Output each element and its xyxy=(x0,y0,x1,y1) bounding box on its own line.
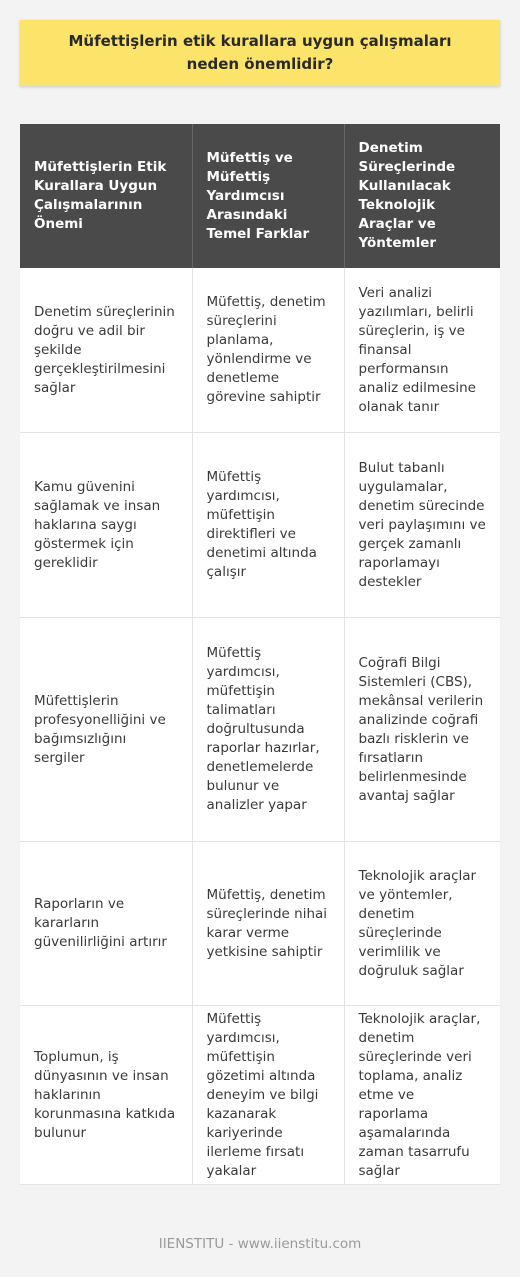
table-cell: Müfettiş yardımcısı, müfettişin talimatları doğrultusunda raporlar hazırlar, denetlemelerde bulunur ve analizler yapar xyxy=(192,618,344,842)
table-cell: Coğrafi Bilgi Sistemleri (CBS), mekânsal verilerin analizinde coğrafi bazlı risklerin ve fırsatların belirlenmesinde avantaj sağlar xyxy=(344,618,500,842)
table-cell: Müfettiş yardımcısı, müfettişin gözetimi altında deneyim ve bilgi kazanarak kariyerinde ilerleme fırsatı yakalar xyxy=(192,1006,344,1185)
table-cell: Kamu güvenini sağlamak ve insan haklarına saygı göstermek için gereklidir xyxy=(20,433,192,618)
column-header: Müfettişlerin Etik Kurallara Uygun Çalışmalarının Önemi xyxy=(20,124,192,268)
title-banner xyxy=(20,20,500,86)
table-cell: Bulut tabanlı uygulamalar, denetim sürecinde veri paylaşımını ve gerçek zamanlı raporlamayı destekler xyxy=(344,433,500,618)
table-header-row xyxy=(20,124,500,268)
table-cell: Veri analizi yazılımları, belirli süreçlerin, iş ve finansal performansın analiz edilmesine olanak tanır xyxy=(344,268,500,433)
table-cell: Müfettişlerin profesyonelliğini ve bağımsızlığını sergiler xyxy=(20,618,192,842)
table-row xyxy=(20,842,500,1006)
table-cell: Raporların ve kararların güvenilirliğini artırır xyxy=(20,842,192,1006)
table-cell: Teknolojik araçlar, denetim süreçlerinde veri toplama, analiz etme ve raporlama aşamalarında zaman tasarrufu sağlar xyxy=(344,1006,500,1185)
footer-credit: IIENSTITU - www.iienstitu.com xyxy=(158,1236,362,1252)
table-cell: Müfettiş, denetim süreçlerinde nihai karar verme yetkisine sahiptir xyxy=(192,842,344,1006)
table-row xyxy=(20,618,500,842)
column-header: Müfettiş ve Müfettiş Yardımcısı Arasındaki Temel Farklar xyxy=(192,124,344,268)
table-cell: Denetim süreçlerinin doğru ve adil bir şekilde gerçekleştirilmesini sağlar xyxy=(20,268,192,433)
table-row xyxy=(20,433,500,618)
table-cell: Teknolojik araçlar ve yöntemler, denetim süreçlerinde verimlilik ve doğruluk sağlar xyxy=(344,842,500,1006)
page-title: Müfettişlerin etik kurallara uygun çalışmaları neden önemlidir? xyxy=(68,32,452,73)
comparison-table xyxy=(20,124,500,1185)
table-cell: Toplumun, iş dünyasının ve insan haklarının korunmasına katkıda bulunur xyxy=(20,1006,192,1185)
table-cell: Müfettiş, denetim süreçlerini planlama, yönlendirme ve denetleme görevine sahiptir xyxy=(192,268,344,433)
table-row xyxy=(20,1006,500,1185)
table-cell: Müfettiş yardımcısı, müfettişin direktifleri ve denetimi altında çalışır xyxy=(192,433,344,618)
column-header: Denetim Süreçlerinde Kullanılacak Teknolojik Araçlar ve Yöntemler xyxy=(344,124,500,268)
table-row xyxy=(20,268,500,433)
